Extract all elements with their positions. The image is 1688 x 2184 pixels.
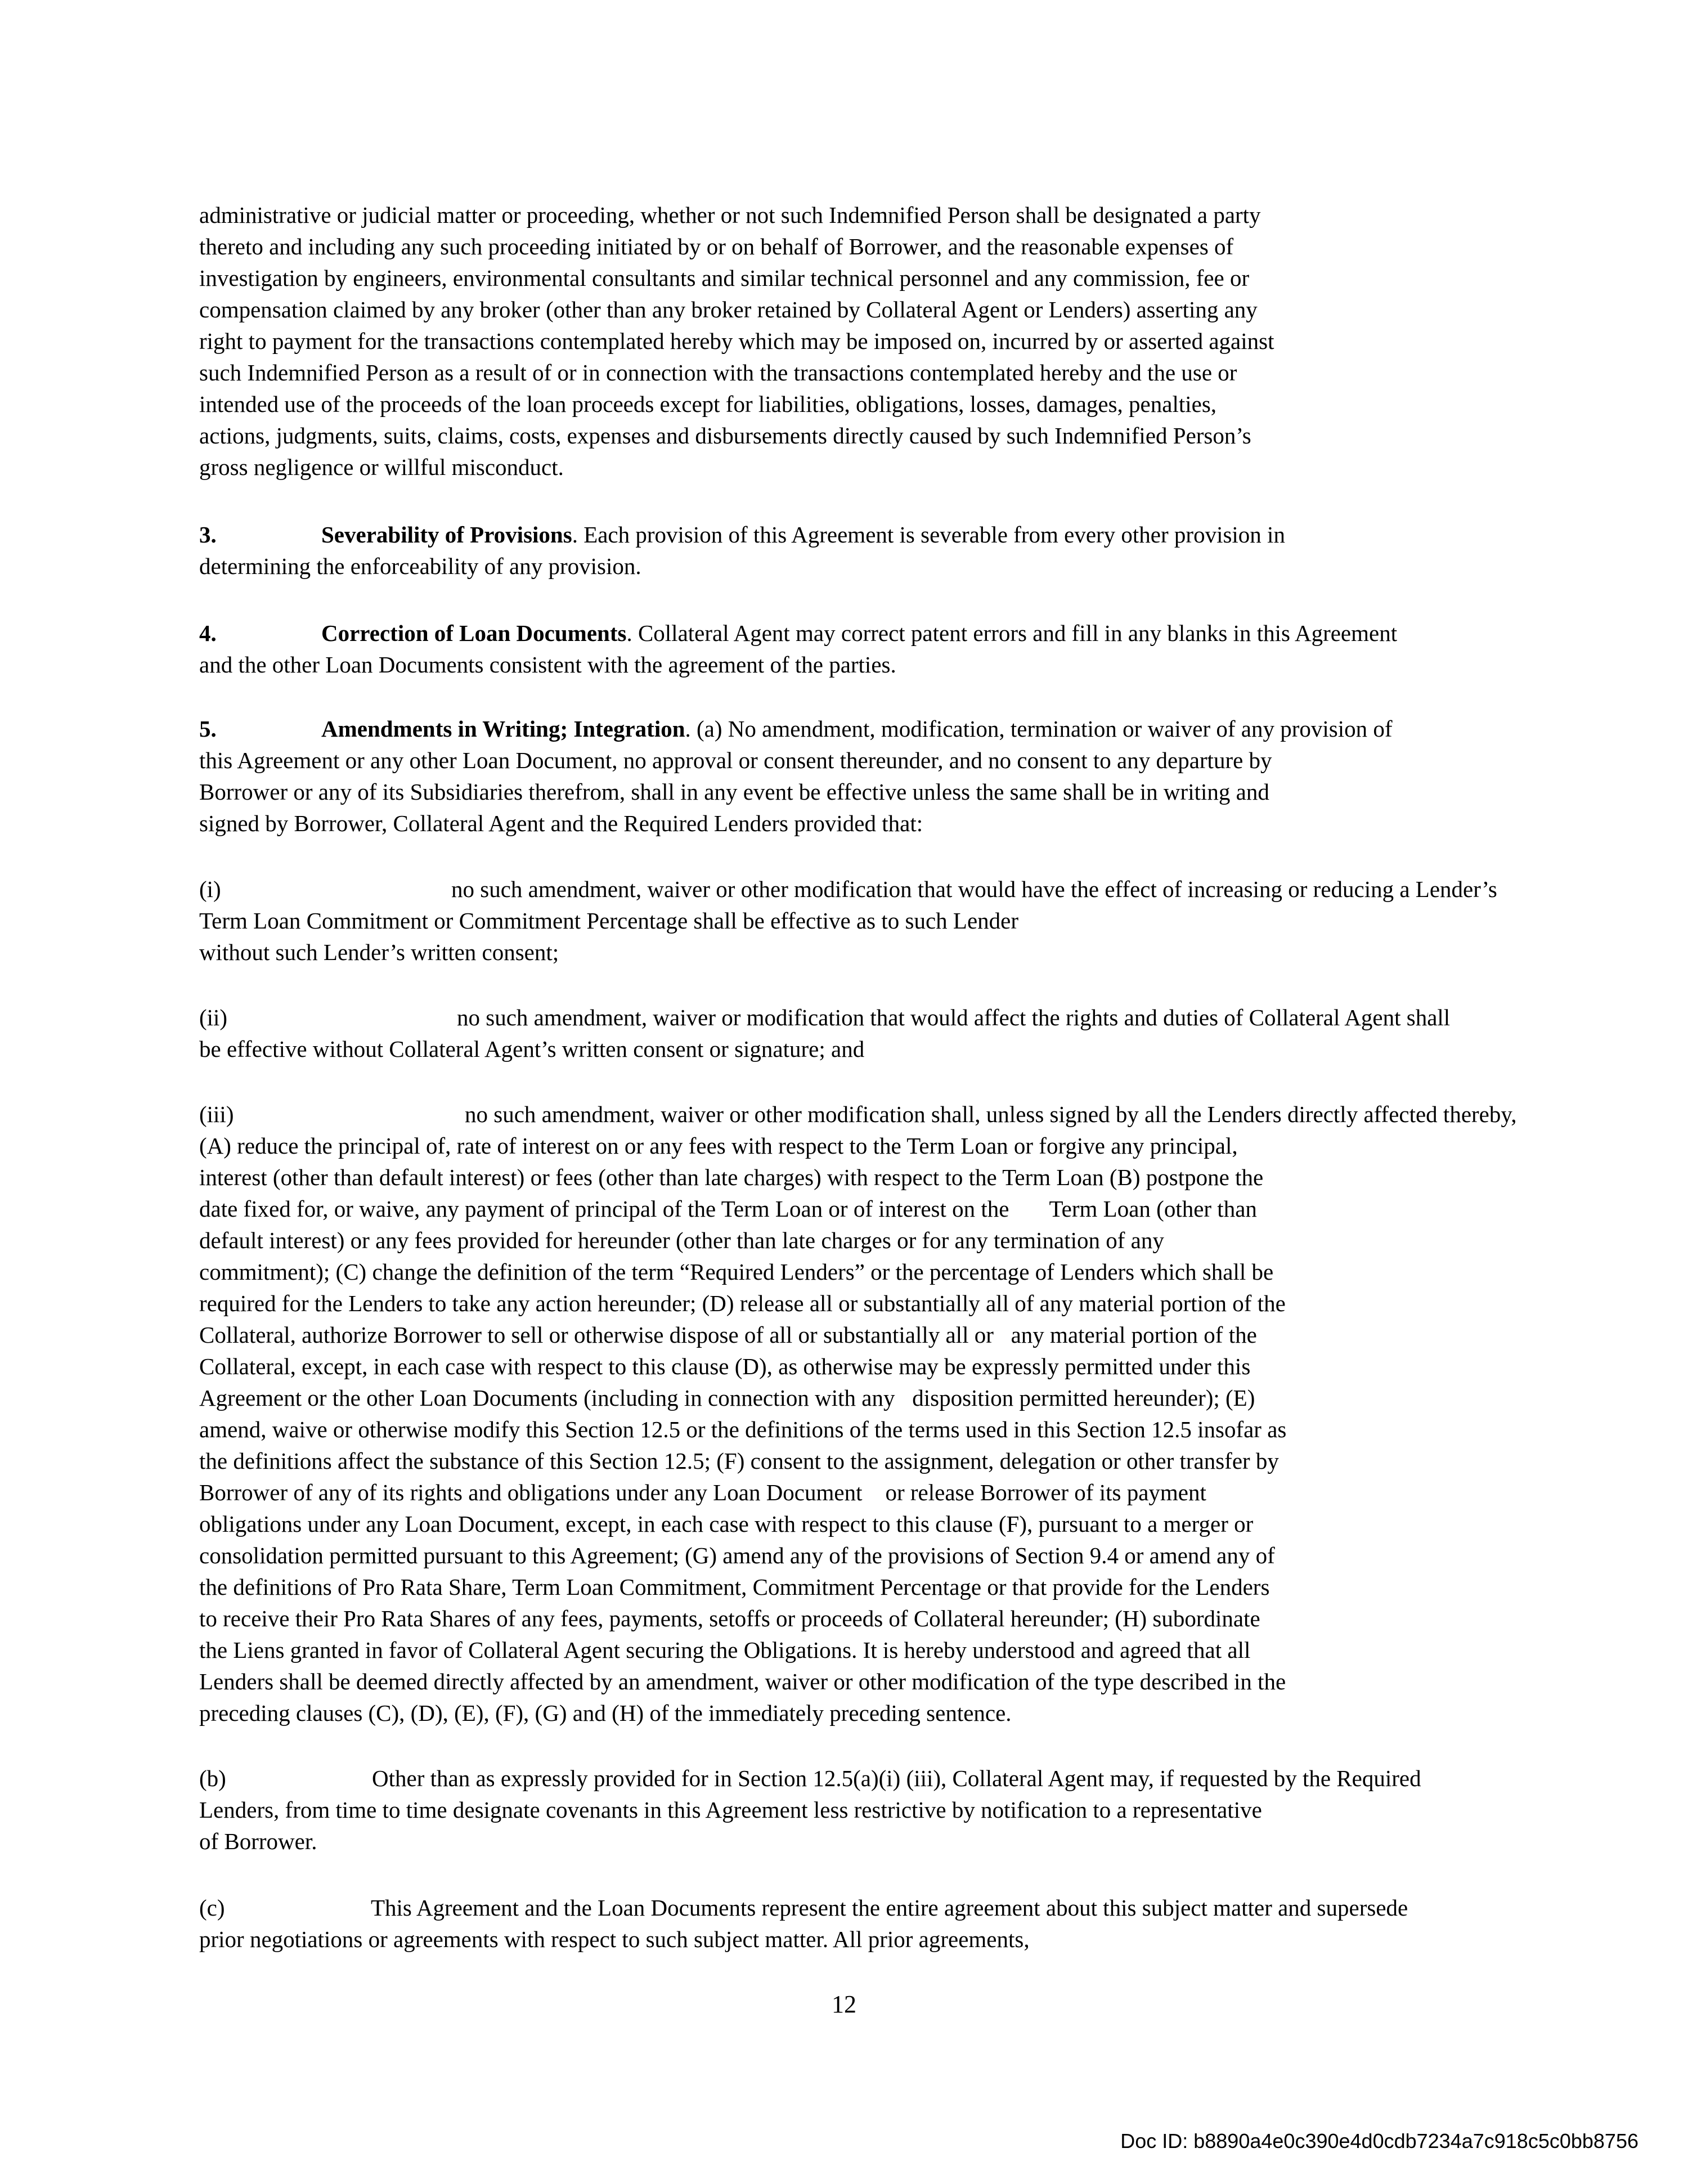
section-heading-line bbox=[321, 619, 1397, 647]
section-number: 3. bbox=[199, 522, 217, 548]
section-text: . (a) No amendment, modification, termination or waiver of any provision of bbox=[685, 716, 1393, 742]
section-number: 5. bbox=[199, 716, 217, 742]
clause-first-line: no such amendment, waiver or other modification that would have the effect of increasing or reducing a Lender’s bbox=[451, 876, 1497, 902]
text-line: administrative or judicial matter or proceeding, whether or not such Indemnified Person shall be designated a party bbox=[199, 202, 1261, 228]
clause-first-line: no such amendment, waiver or other modification shall, unless signed by all the Lenders directly affected thereby, bbox=[465, 1101, 1517, 1127]
text-line: signed by Borrower, Collateral Agent and the Required Lenders provided that: bbox=[199, 810, 923, 836]
text-line: required for the Lenders to take any action hereunder; (D) release all or substantially all of any material portion of the bbox=[199, 1290, 1286, 1316]
text-line: determining the enforceability of any provision. bbox=[199, 553, 641, 579]
text-line: (A) reduce the principal of, rate of interest on or any fees with respect to the Term Loan or forgive any principal, bbox=[199, 1133, 1238, 1159]
text-line: the Liens granted in favor of Collateral Agent securing the Obligations. It is hereby understood and agreed that all bbox=[199, 1637, 1251, 1663]
clause-label: (i) bbox=[199, 876, 221, 902]
clause-label: (c) bbox=[199, 1895, 225, 1921]
text-line: Borrower of any of its rights and obligations under any Loan Document or release Borrower of its payment bbox=[199, 1479, 1206, 1505]
section-heading: Severability of Provisions bbox=[321, 522, 572, 548]
text-line: Lenders, from time to time designate covenants in this Agreement less restrictive by notification to a representative bbox=[199, 1797, 1262, 1823]
clause-label: (ii) bbox=[199, 1004, 228, 1030]
clause-label: (b) bbox=[199, 1765, 226, 1791]
section-heading: Amendments in Writing; Integration bbox=[321, 716, 685, 742]
text-line: Collateral, authorize Borrower to sell or otherwise dispose of all or substantially all or any material portion of the bbox=[199, 1322, 1257, 1348]
clause-label: (iii) bbox=[199, 1101, 234, 1127]
text-line: such Indemnified Person as a result of or in connection with the transactions contemplated hereby and the use or bbox=[199, 360, 1237, 385]
text-line: Lenders shall be deemed directly affected by an amendment, waiver or other modification of the type described in the bbox=[199, 1669, 1286, 1694]
text-line: consolidation permitted pursuant to this Agreement; (G) amend any of the provisions of Section 9.4 or amend any of bbox=[199, 1542, 1275, 1568]
text-line: the definitions affect the substance of this Section 12.5; (F) consent to the assignment, delegation or other transfer by bbox=[199, 1448, 1279, 1474]
text-line: investigation by engineers, environmental consultants and similar technical personnel and any commission, fee or bbox=[199, 265, 1250, 291]
text-line: interest (other than default interest) or fees (other than late charges) with respect to the Term Loan (B) postpone the bbox=[199, 1164, 1264, 1190]
text-line: actions, judgments, suits, claims, costs, expenses and disbursements directly caused by such Indemnified Person’s bbox=[199, 423, 1251, 449]
text-line: Collateral, except, in each case with respect to this clause (D), as otherwise may be expressly permitted under this bbox=[199, 1353, 1251, 1379]
text-line: Borrower or any of its Subsidiaries therefrom, shall in any event be effective unless the same shall be in writing and bbox=[199, 779, 1269, 805]
text-line: and the other Loan Documents consistent with the agreement of the parties. bbox=[199, 652, 896, 678]
text-line: the definitions of Pro Rata Share, Term Loan Commitment, Commitment Percentage or that provide for the Lenders bbox=[199, 1574, 1270, 1600]
text-line: Agreement or the other Loan Documents (including in connection with any disposition permitted hereunder); (E) bbox=[199, 1385, 1255, 1411]
doc-id: Doc ID: b8890a4e0c390e4d0cdb7234a7c918c5c0bb8756 bbox=[1120, 2129, 1638, 2152]
text-line: date fixed for, or waive, any payment of principal of the Term Loan or of interest on the Term Loan (other than bbox=[199, 1196, 1257, 1222]
text-line: obligations under any Loan Document, except, in each case with respect to this clause (F), pursuant to a merger or bbox=[199, 1511, 1254, 1537]
text-line: without such Lender’s written consent; bbox=[199, 939, 559, 965]
text-line: Term Loan Commitment or Commitment Percentage shall be effective as to such Lender bbox=[199, 908, 1019, 934]
text-line: amend, waive or otherwise modify this Section 12.5 or the definitions of the terms used in this Section 12.5 insofar as bbox=[199, 1416, 1287, 1442]
section-heading-line bbox=[321, 715, 1393, 743]
text-line: this Agreement or any other Loan Document, no approval or consent thereunder, and no consent to any departure by bbox=[199, 747, 1272, 773]
text-line: preceding clauses (C), (D), (E), (F), (G) and (H) of the immediately preceding sentence. bbox=[199, 1700, 1012, 1726]
clause-first-line: Other than as expressly provided for in Section 12.5(a)(i) (iii), Collateral Agent may, if requested by the Required bbox=[372, 1765, 1421, 1791]
text-line: be effective without Collateral Agent’s written consent or signature; and bbox=[199, 1036, 865, 1062]
text-line: default interest) or any fees provided for hereunder (other than late charges or for any termination of any bbox=[199, 1227, 1164, 1253]
text-line: gross negligence or willful misconduct. bbox=[199, 454, 564, 480]
section-heading: Correction of Loan Documents bbox=[321, 620, 627, 646]
page-number: 12 bbox=[832, 1990, 856, 2018]
text-line: of Borrower. bbox=[199, 1828, 317, 1854]
clause-first-line: no such amendment, waiver or modification that would affect the rights and duties of Collateral Agent shall bbox=[457, 1004, 1451, 1030]
text-line: commitment); (C) change the definition of the term “Required Lenders” or the percentage of Lenders which shall be bbox=[199, 1259, 1274, 1285]
section-heading-line bbox=[321, 521, 1285, 549]
text-line: compensation claimed by any broker (other than any broker retained by Collateral Agent or Lenders) asserting any bbox=[199, 297, 1258, 322]
section-text: . Each provision of this Agreement is severable from every other provision in bbox=[572, 522, 1285, 548]
clause-first-line: This Agreement and the Loan Documents represent the entire agreement about this subject matter and supersede bbox=[371, 1895, 1408, 1921]
text-line: intended use of the proceeds of the loan proceeds except for liabilities, obligations, losses, damages, penalties, bbox=[199, 391, 1217, 417]
text-line: thereto and including any such proceeding initiated by or on behalf of Borrower, and the reasonable expenses of bbox=[199, 234, 1234, 259]
section-number: 4. bbox=[199, 620, 217, 646]
text-line: right to payment for the transactions contemplated hereby which may be imposed on, incurred by or asserted against bbox=[199, 328, 1274, 354]
section-text: . Collateral Agent may correct patent errors and fill in any blanks in this Agreement bbox=[626, 620, 1398, 646]
text-line: to receive their Pro Rata Shares of any fees, payments, setoffs or proceeds of Collateral hereunder; (H) subordinate bbox=[199, 1606, 1260, 1631]
text-line: prior negotiations or agreements with respect to such subject matter. All prior agreements, bbox=[199, 1926, 1030, 1952]
